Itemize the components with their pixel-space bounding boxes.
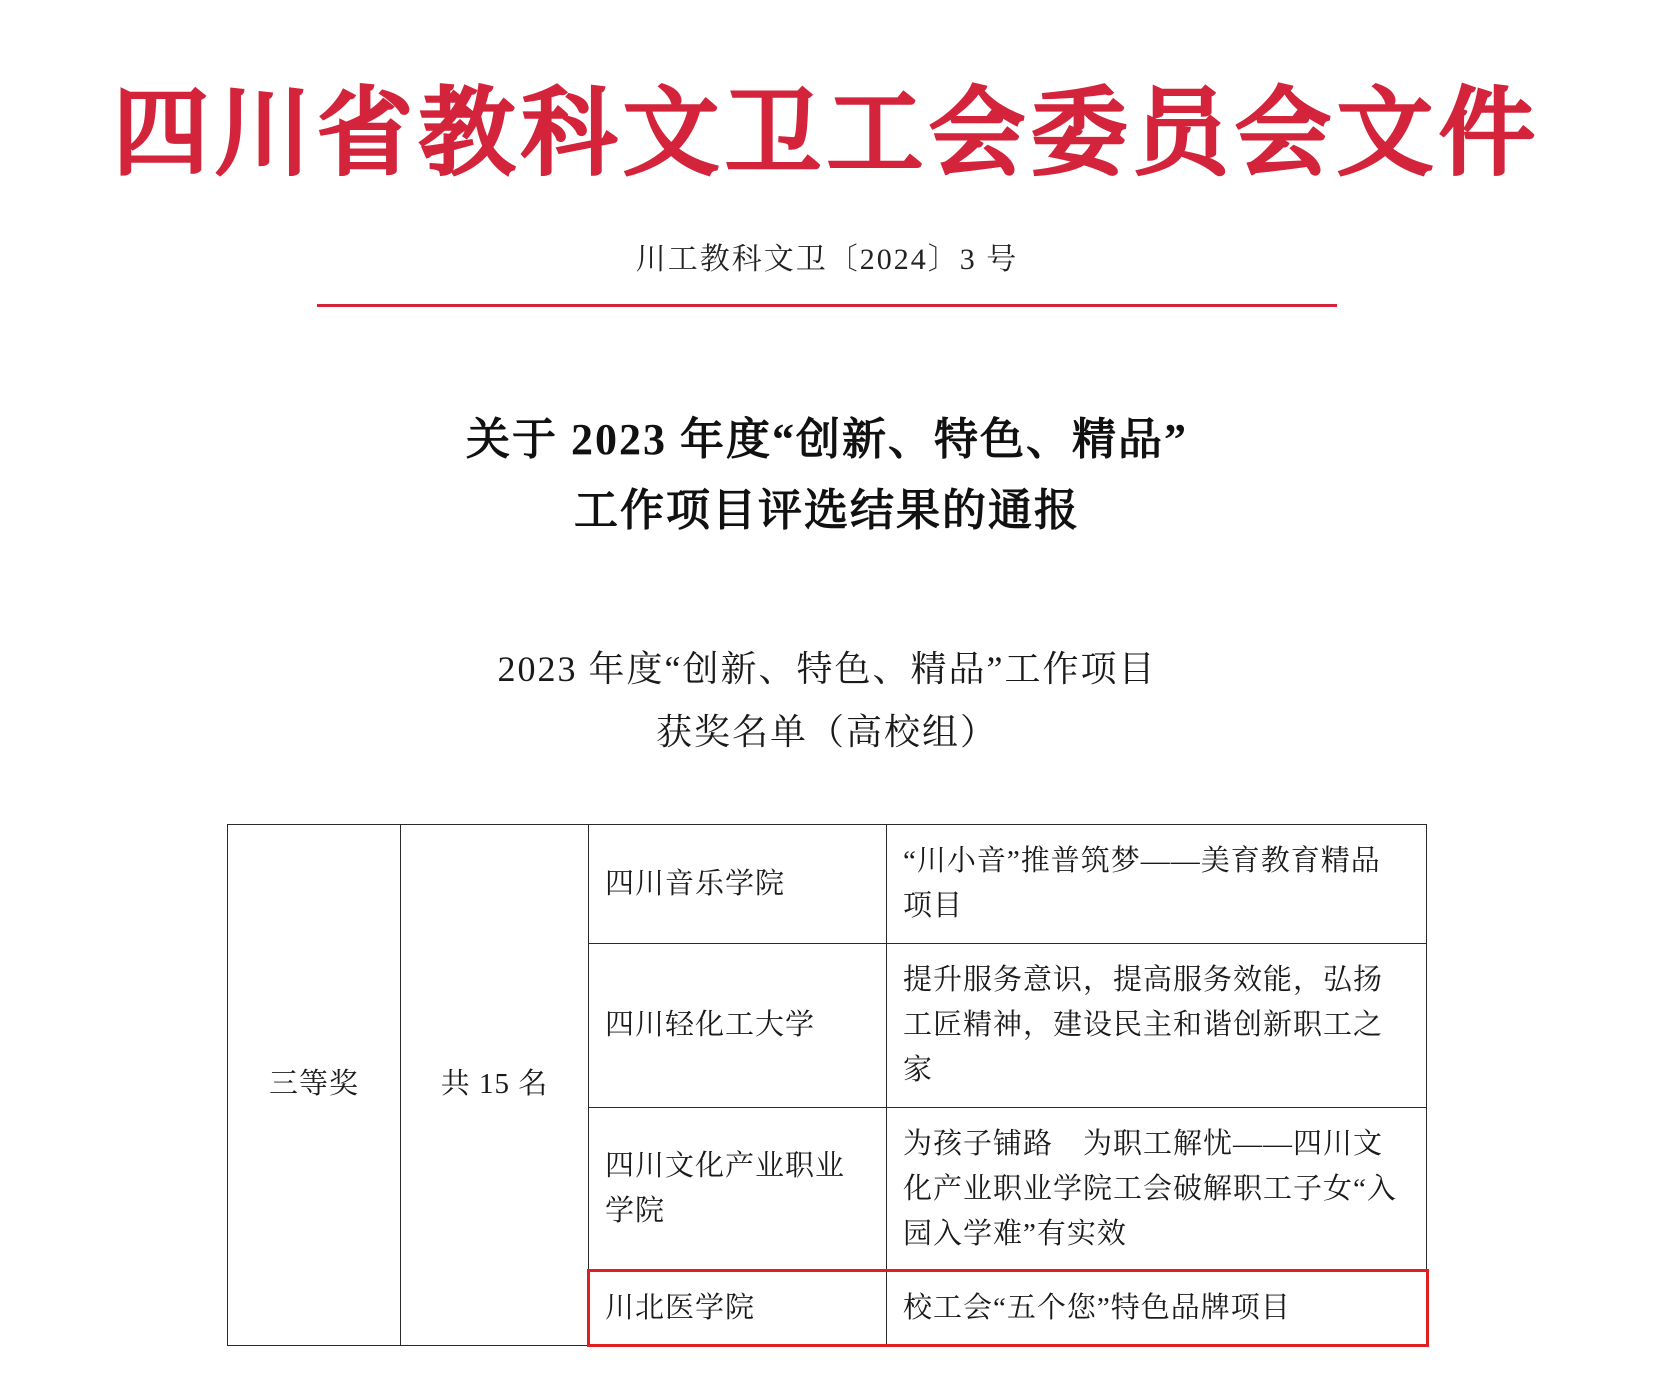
page-title-line-2: 工作项目评选结果的通报 xyxy=(574,485,1080,535)
award-count-cell: 共 15 名 xyxy=(401,825,589,1345)
masthead xyxy=(0,0,1654,307)
table-row xyxy=(228,825,1427,944)
award-table-container xyxy=(0,824,1654,1345)
page-title-line-1: 关于 2023 年度“创新、特色、精品” xyxy=(466,415,1188,465)
page-title xyxy=(0,405,1654,546)
masthead-title: 四川省教科文卫工会委员会文件 xyxy=(113,76,1541,189)
red-divider-rule xyxy=(317,304,1337,307)
page-subtitle-line-1: 2023 年度“创新、特色、精品”工作项目 xyxy=(497,649,1157,690)
award-table xyxy=(227,824,1427,1345)
document-number: 川工教科文卫〔2024〕3 号 xyxy=(635,243,1019,277)
award-level-cell: 三等奖 xyxy=(228,825,401,1345)
organization-cell: 四川音乐学院 xyxy=(589,825,887,944)
project-cell: 校工会“五个您”特色品牌项目 xyxy=(887,1271,1427,1345)
project-cell: 为孩子铺路 为职工解忧——四川文化产业职业学院工会破解职工子女“入园入学难”有实效 xyxy=(887,1107,1427,1271)
organization-cell: 川北医学院 xyxy=(589,1271,887,1345)
page-subtitle xyxy=(0,638,1654,764)
page-subtitle-line-2: 获奖名单（高校组） xyxy=(655,712,998,753)
project-cell: 提升服务意识，提高服务效能，弘扬工匠精神，建设民主和谐创新职工之家 xyxy=(887,944,1427,1108)
organization-cell: 四川轻化工大学 xyxy=(589,944,887,1108)
organization-cell: 四川文化产业职业学院 xyxy=(589,1107,887,1271)
project-cell: “川小音”推普筑梦——美育教育精品项目 xyxy=(887,825,1427,944)
